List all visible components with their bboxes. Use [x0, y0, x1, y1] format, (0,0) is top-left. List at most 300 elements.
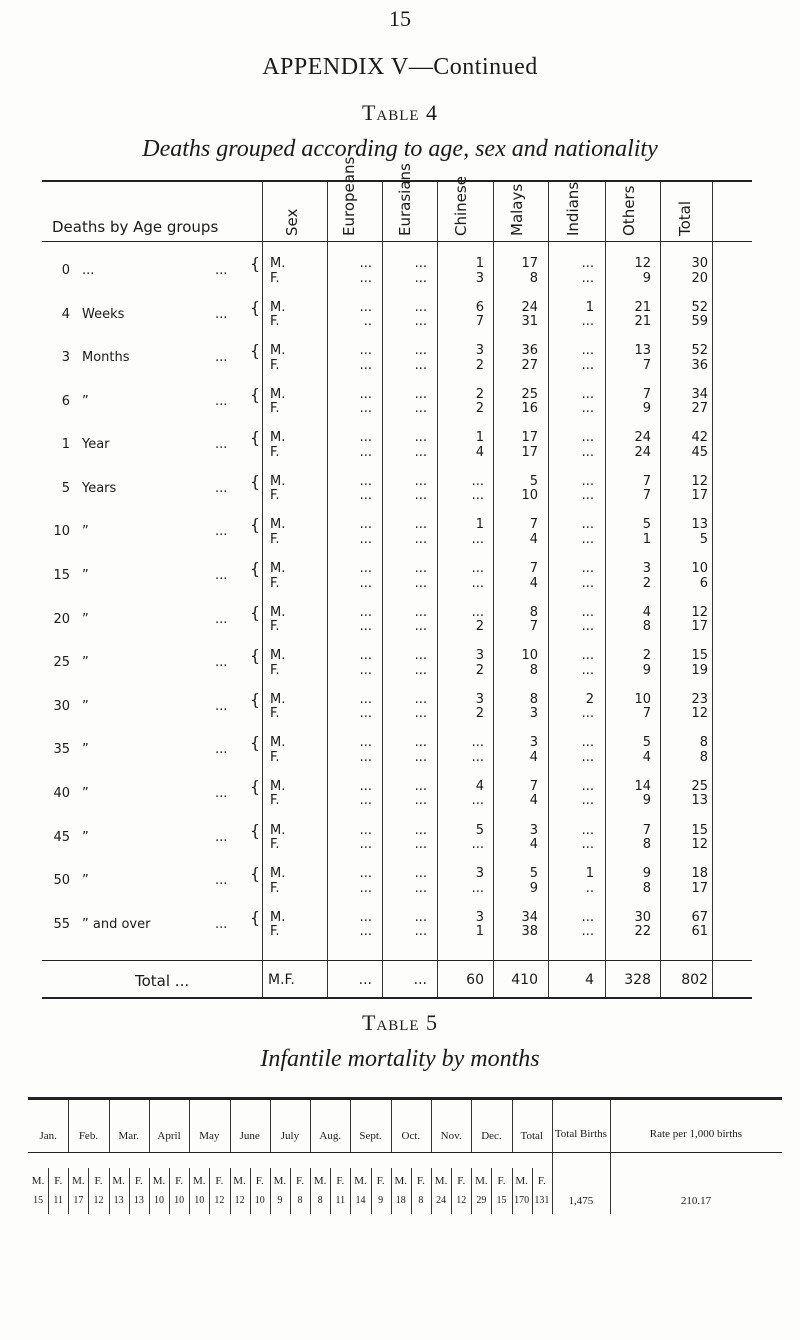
data-cell: ...	[359, 299, 372, 315]
age-group-unit: ”	[82, 785, 89, 801]
data-cell: ...	[471, 604, 484, 620]
data-cell: 14	[634, 778, 651, 794]
data-cell: ...	[581, 357, 594, 373]
age-group-label: 5	[61, 480, 70, 496]
data-cell: 4	[642, 749, 651, 765]
data-cell: ...	[414, 401, 427, 417]
data-cell: ...	[359, 561, 372, 577]
data-cell: 45	[691, 444, 708, 460]
data-cell: 3	[529, 706, 538, 722]
data-cell: 12	[634, 256, 651, 271]
data-cell: 8	[642, 837, 651, 853]
data-cell: 61	[691, 924, 708, 940]
data-cell: 27	[521, 357, 538, 373]
sex-cell: M.	[270, 735, 286, 751]
age-group-brace: {	[250, 384, 261, 404]
data-cell: ...	[359, 430, 372, 446]
total-births-header: Total Births	[554, 1128, 607, 1140]
month-header: Jan.	[39, 1130, 57, 1142]
age-group-leader: ...	[215, 611, 228, 627]
data-cell: ...	[471, 735, 484, 751]
sex-cell: F.	[270, 706, 280, 722]
table5-cell-rule	[129, 1168, 130, 1214]
data-cell: ...	[581, 706, 594, 722]
table5-cell-rule	[330, 1168, 331, 1214]
data-cell: 1	[475, 430, 484, 446]
data-cell: 7	[642, 706, 651, 722]
data-cell: 3	[529, 822, 538, 838]
value-f: 10	[174, 1195, 185, 1206]
data-cell: 52	[691, 343, 708, 359]
data-cell: ...	[471, 575, 484, 591]
data-cell: 1	[475, 256, 484, 271]
table5-cell-rule	[149, 1168, 150, 1214]
sex-label-f: F.	[215, 1175, 224, 1187]
age-group-label: 55	[53, 916, 70, 932]
data-cell: ...	[414, 691, 427, 707]
data-cell: 15	[691, 648, 708, 664]
data-cell: ...	[414, 880, 427, 896]
data-cell: ...	[471, 531, 484, 547]
header-europeans: Europeans	[340, 156, 358, 236]
table5-header-rule	[28, 1152, 782, 1153]
sex-label-f: F.	[336, 1175, 345, 1187]
value-m: 18	[395, 1195, 406, 1206]
month-header: April	[157, 1130, 181, 1142]
data-cell: 13	[691, 517, 708, 533]
data-cell: ...	[359, 343, 372, 359]
data-cell: 17	[521, 444, 538, 460]
age-group-unit: ”	[82, 698, 89, 714]
month-header: Total	[520, 1130, 543, 1142]
table5-cell-rule	[451, 1168, 452, 1214]
age-group-label: 25	[53, 655, 70, 671]
table5-cell-rule	[109, 1168, 110, 1214]
table5-month-rule	[109, 1100, 110, 1152]
rate-value: 210.17	[680, 1195, 712, 1207]
data-cell: ...	[414, 343, 427, 359]
age-group-brace: {	[250, 559, 261, 579]
data-cell: 17	[691, 619, 708, 635]
age-group-label: 1	[61, 437, 70, 453]
appendix-title: APPENDIX V—Continued	[262, 54, 538, 80]
value-m: 10	[194, 1195, 205, 1206]
data-cell: 17	[521, 430, 538, 446]
table5-top-rule	[28, 1097, 782, 1100]
data-cell: 24	[634, 444, 651, 460]
table5-cell-rule	[209, 1168, 210, 1214]
data-cell: 7	[529, 517, 538, 533]
age-group-brace: {	[250, 515, 261, 535]
age-group-unit: Years	[82, 480, 117, 496]
data-cell: ...	[581, 575, 594, 591]
header-eurasians: Eurasians	[396, 163, 414, 236]
data-cell: 4	[642, 604, 651, 620]
age-group-unit: Year	[82, 437, 110, 453]
sex-label-m: M.	[434, 1175, 448, 1187]
age-group-unit: Weeks	[82, 306, 125, 322]
data-cell: ...	[581, 343, 594, 359]
sex-cell: M.	[270, 822, 286, 838]
data-cell: 7	[529, 778, 538, 794]
data-cell: 9	[642, 270, 651, 286]
data-cell: 16	[521, 401, 538, 417]
data-cell: ...	[414, 909, 427, 925]
age-group-unit: ”	[82, 829, 89, 845]
data-cell: 4	[475, 778, 484, 794]
value-f: 8	[297, 1195, 303, 1206]
data-cell: 4	[475, 444, 484, 460]
month-header: Dec.	[481, 1130, 502, 1142]
data-cell: 17	[521, 256, 538, 271]
value-f: 12	[456, 1195, 467, 1206]
data-cell: ...	[471, 488, 484, 504]
data-cell: ...	[581, 488, 594, 504]
age-group-label: 6	[61, 393, 70, 409]
data-cell: ...	[359, 256, 372, 271]
data-cell: 1	[585, 866, 594, 882]
age-group-leader: ...	[215, 742, 228, 758]
data-cell: 34	[521, 909, 538, 925]
data-cell: ...	[359, 778, 372, 794]
data-cell: ...	[414, 822, 427, 838]
data-cell: ...	[471, 880, 484, 896]
data-cell: ...	[414, 270, 427, 286]
age-group-leader: ...	[215, 524, 228, 540]
data-cell: 9	[529, 880, 538, 896]
data-cell: 3	[475, 343, 484, 359]
month-header: Feb.	[78, 1130, 99, 1142]
sex-label-f: F.	[54, 1175, 63, 1187]
data-cell: 3	[475, 691, 484, 707]
data-cell: 42	[691, 430, 708, 446]
data-cell: ...	[581, 662, 594, 678]
data-cell: 3	[475, 866, 484, 882]
data-cell: 24	[521, 299, 538, 315]
value-f: 15	[496, 1195, 507, 1206]
age-group-leader: ...	[215, 393, 228, 409]
value-m: 12	[234, 1195, 245, 1206]
sex-cell: F.	[270, 531, 280, 547]
age-group-brace: {	[250, 602, 261, 622]
data-cell: 5	[642, 517, 651, 533]
data-cell: 10	[634, 691, 651, 707]
data-cell: ...	[581, 444, 594, 460]
month-header: Sept.	[359, 1130, 382, 1142]
data-cell: 34	[691, 386, 708, 402]
table5-cell-rule	[431, 1168, 432, 1214]
sex-cell: F.	[270, 401, 280, 417]
age-group-label: 15	[53, 568, 70, 584]
data-cell: 4	[529, 749, 538, 765]
data-cell: 25	[691, 778, 708, 794]
data-cell: 6	[699, 575, 708, 591]
data-cell: ...	[414, 444, 427, 460]
sex-label-f: F.	[416, 1175, 425, 1187]
table5-month-rule	[68, 1100, 69, 1152]
data-cell: 21	[634, 314, 651, 330]
data-cell: 5	[475, 822, 484, 838]
data-cell: 2	[642, 575, 651, 591]
data-cell: ...	[359, 386, 372, 402]
sex-label-f: F.	[134, 1175, 143, 1187]
data-cell: ...	[359, 648, 372, 664]
data-cell: ...	[581, 517, 594, 533]
data-cell: 20	[691, 270, 708, 286]
data-cell: ...	[359, 488, 372, 504]
data-cell: 12	[691, 706, 708, 722]
sex-label-f: F.	[94, 1175, 103, 1187]
data-cell: ...	[414, 604, 427, 620]
data-cell: 7	[642, 357, 651, 373]
value-m: 10	[153, 1195, 164, 1206]
data-cell: 8	[529, 604, 538, 620]
header-age-groups: Deaths by Age groups	[52, 218, 219, 236]
data-cell: 4	[529, 575, 538, 591]
table5-month-rule	[471, 1100, 472, 1152]
month-header: July	[280, 1130, 300, 1142]
data-cell: ...	[414, 386, 427, 402]
header-indians: Indians	[564, 181, 582, 236]
age-group-brace: {	[250, 428, 261, 448]
value-f: 9	[378, 1195, 384, 1206]
sex-label-f: F.	[537, 1175, 546, 1187]
table5-month-rule	[149, 1100, 150, 1152]
age-group-label: 0	[61, 263, 70, 278]
data-cell: 10	[521, 648, 538, 664]
sex-cell: M.	[270, 691, 286, 707]
age-group-unit: ...	[82, 263, 95, 278]
data-cell: 23	[691, 691, 708, 707]
age-group-leader: ...	[215, 263, 228, 278]
data-cell: 24	[634, 430, 651, 446]
sex-label-m: M.	[192, 1175, 206, 1187]
data-cell: 3	[642, 561, 651, 577]
data-cell: 1	[475, 517, 484, 533]
age-group-brace: {	[250, 776, 261, 796]
sex-cell: F.	[270, 837, 280, 853]
data-cell: 8	[699, 749, 708, 765]
data-cell: ...	[581, 778, 594, 794]
value-m: 8	[317, 1195, 323, 1206]
data-cell: 4	[529, 531, 538, 547]
value-m: 9	[277, 1195, 283, 1206]
age-group-label: 20	[53, 611, 70, 627]
data-cell: 1	[642, 531, 651, 547]
sex-label-m: M.	[72, 1175, 85, 1187]
data-cell: 59	[691, 314, 708, 330]
data-cell: ...	[414, 357, 427, 373]
sex-cell: M.	[270, 517, 286, 533]
age-group-unit: ”	[82, 524, 89, 540]
table5-month-rule	[431, 1100, 432, 1152]
age-group-label: 40	[53, 785, 70, 801]
sex-cell: M.	[270, 299, 286, 315]
data-cell: 25	[521, 386, 538, 402]
data-cell: ...	[581, 619, 594, 635]
data-cell: 2	[475, 706, 484, 722]
data-cell: ...	[414, 430, 427, 446]
sex-cell: F.	[270, 357, 280, 373]
age-group-unit: ” and over	[82, 916, 151, 932]
data-cell: ...	[414, 648, 427, 664]
data-cell: ...	[414, 749, 427, 765]
age-group-leader: ...	[215, 829, 228, 845]
age-group-brace: {	[250, 733, 261, 753]
sex-label-f: F.	[255, 1175, 264, 1187]
value-f: 13	[133, 1195, 144, 1206]
value-f: 131	[534, 1195, 550, 1206]
sex-label-m: M.	[31, 1175, 45, 1187]
data-cell: 3	[529, 735, 538, 751]
data-cell: 7	[642, 473, 651, 489]
data-cell: ...	[359, 793, 372, 809]
data-cell: 2	[475, 386, 484, 402]
age-group-leader: ...	[215, 350, 228, 366]
data-cell: 30	[691, 256, 708, 271]
data-cell: ...	[359, 517, 372, 533]
data-cell: ...	[359, 924, 372, 940]
table4-caption: Table 4	[361, 100, 439, 125]
age-group-leader: ...	[215, 437, 228, 453]
data-cell: 7	[529, 619, 538, 635]
table5-caption: Table 5	[361, 1010, 439, 1035]
data-cell: ...	[581, 837, 594, 853]
sex-cell: F.	[270, 488, 280, 504]
data-cell: ...	[581, 604, 594, 620]
age-group-leader: ...	[215, 480, 228, 496]
sex-cell: F.	[270, 444, 280, 460]
age-group-unit: ”	[82, 568, 89, 584]
data-cell: 27	[691, 401, 708, 417]
data-cell: ...	[414, 517, 427, 533]
data-cell: ...	[581, 401, 594, 417]
data-cell: ...	[359, 880, 372, 896]
data-cell: ...	[414, 531, 427, 547]
data-cell: 6	[475, 299, 484, 315]
data-cell: ...	[414, 924, 427, 940]
header-chinese: Chinese	[452, 176, 470, 236]
data-cell: ...	[414, 256, 427, 271]
table5-cell-rule	[512, 1168, 513, 1214]
data-cell: ...	[581, 793, 594, 809]
data-cell: 7	[529, 561, 538, 577]
total-cell: ...	[413, 972, 427, 988]
data-cell: ...	[414, 473, 427, 489]
table5-month-rule	[512, 1100, 513, 1152]
data-cell: 67	[691, 909, 708, 925]
data-cell: ...	[359, 619, 372, 635]
sex-cell: F.	[270, 793, 280, 809]
data-cell: 2	[642, 648, 651, 664]
data-cell: ...	[414, 488, 427, 504]
sex-label-f: F.	[457, 1175, 466, 1187]
age-group-brace: {	[250, 864, 261, 884]
age-group-label: 4	[61, 306, 70, 322]
data-cell: ...	[414, 575, 427, 591]
total-row-label: Total ...	[135, 972, 190, 990]
table5-cell-rule	[189, 1168, 190, 1214]
age-group-brace: {	[250, 646, 261, 666]
age-group-label: 10	[53, 524, 70, 540]
sex-cell: M.	[270, 561, 286, 577]
data-cell: 3	[475, 909, 484, 925]
data-cell: 31	[521, 314, 538, 330]
data-cell: ...	[414, 299, 427, 315]
data-cell: 19	[691, 662, 708, 678]
data-cell: ...	[471, 473, 484, 489]
data-cell: 3	[475, 648, 484, 664]
sex-cell: M.	[270, 648, 286, 664]
table5-month-rule	[350, 1100, 351, 1152]
data-cell: 9	[642, 401, 651, 417]
age-group-leader: ...	[215, 655, 228, 671]
table5-cell-rule	[391, 1168, 392, 1214]
total-cell: 60	[466, 972, 484, 988]
data-cell: ..	[585, 880, 594, 896]
data-cell: 7	[642, 488, 651, 504]
age-group-leader: ...	[215, 568, 228, 584]
data-cell: ...	[581, 735, 594, 751]
value-f: 11	[335, 1195, 346, 1206]
total-cell: 410	[511, 972, 538, 988]
data-cell: ...	[414, 837, 427, 853]
data-cell: ...	[414, 793, 427, 809]
sex-label-f: F.	[175, 1175, 184, 1187]
data-cell: 15	[691, 822, 708, 838]
data-cell: ...	[359, 749, 372, 765]
data-cell: ...	[581, 822, 594, 838]
total-cell: 4	[585, 972, 594, 988]
age-group-label: 50	[53, 873, 70, 889]
header-malays: Malays	[508, 183, 526, 236]
age-group-brace: {	[250, 254, 261, 273]
value-f: 12	[214, 1195, 225, 1206]
data-cell: ...	[581, 256, 594, 271]
table5-cell-rule	[371, 1168, 372, 1214]
data-cell: 13	[691, 793, 708, 809]
data-cell: 2	[585, 691, 594, 707]
age-group-unit: ”	[82, 873, 89, 889]
data-cell: ...	[581, 430, 594, 446]
month-header: Aug.	[319, 1130, 342, 1142]
data-cell: ...	[471, 749, 484, 765]
table5-cell-rule	[290, 1168, 291, 1214]
sex-label-m: M.	[152, 1175, 166, 1187]
data-cell: ...	[359, 531, 372, 547]
value-m: 17	[73, 1195, 84, 1206]
table5-month-rule	[189, 1100, 190, 1152]
table5-cell-rule	[250, 1168, 251, 1214]
age-group-label: 30	[53, 698, 70, 714]
table5-month-rule	[310, 1100, 311, 1152]
age-group-label: 45	[53, 829, 70, 845]
data-cell: 30	[634, 909, 651, 925]
data-cell: ...	[414, 619, 427, 635]
data-cell: 3	[475, 270, 484, 286]
data-cell: ...	[581, 909, 594, 925]
header-others: Others	[620, 185, 638, 236]
data-cell: 2	[475, 662, 484, 678]
data-cell: ...	[359, 909, 372, 925]
data-cell: 5	[699, 531, 708, 547]
age-group-brace: {	[250, 907, 261, 927]
data-cell: ...	[581, 749, 594, 765]
age-group-unit: ”	[82, 611, 89, 627]
table5-cell-rule	[230, 1168, 231, 1214]
data-cell: 9	[642, 793, 651, 809]
data-cell: 21	[634, 299, 651, 315]
